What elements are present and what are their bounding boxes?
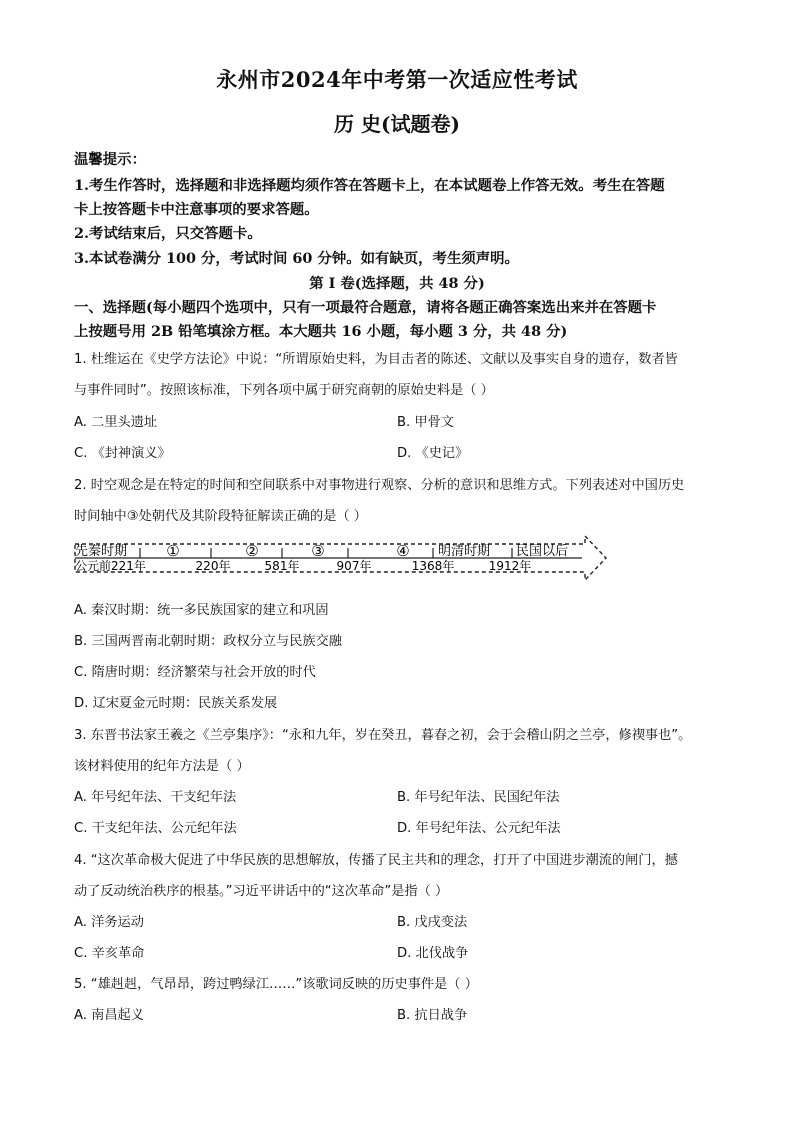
- exam-subtitle: 历 史(试题卷): [334, 112, 460, 136]
- tips-heading: 温馨提示：: [74, 151, 146, 168]
- q3-option-a: A. 年号纪年法、干支纪年法: [74, 790, 237, 805]
- q2-option-a: A. 秦汉时期：统一多民族国家的建立和巩固: [74, 603, 329, 618]
- history-timeline: [70, 530, 610, 586]
- q3-stem-line-2: 该材料使用的纪年方法是（ ）: [74, 759, 250, 774]
- q2-option-b: B. 三国两晋南北朝时期：政权分立与民族交融: [74, 634, 342, 649]
- timeline-label-xianqin: 先秦时期: [75, 544, 128, 559]
- q2-option-d: D. 辽宋夏金元时期：民族关系发展: [74, 696, 278, 711]
- tips-line-3: 3.本试卷满分 100 分，考试时间 60 分钟。如有缺页，考生须声明。: [74, 250, 519, 267]
- q2-option-c: C. 隋唐时期：经济繁荣与社会开放的时代: [74, 665, 316, 680]
- q4-option-b: B. 戊戌变法: [397, 915, 468, 930]
- timeline-year-907: 907年: [336, 559, 372, 573]
- q1-stem-line-2: 与事件同时”。按照该标准，下列各项中属于研究商朝的原始史料是（ ）: [74, 383, 494, 398]
- q3-stem-line-1: 3. 东晋书法家王羲之《兰亭集序》：“永和九年，岁在癸丑，暮春之初，会于会稽山阴之兰亭，修禊事也”。: [74, 728, 692, 743]
- q1-option-a: A. 二里头遗址: [74, 415, 158, 430]
- timeline-year-581: 581年: [264, 559, 300, 573]
- timeline-label-2: ②: [245, 542, 259, 560]
- q2-stem-line-1: 2. 时空观念是在特定的时间和空间联系中对事物进行观察、分析的意识和思维方式。下列表述对中国历史: [74, 478, 685, 493]
- q1-option-c: C. 《封神演义》: [74, 446, 171, 461]
- q1-stem-line-1: 1. 杜维运在《史学方法论》中说：“所谓原始史料，为目击者的陈述、文献以及事实自身的遗存，数者皆: [74, 352, 678, 367]
- section-line-2: 上按题号用 2B 铅笔填涂方框。本大题共 16 小题，每小题 3 分，共 48 分): [74, 323, 568, 340]
- part-title: 第 I 卷(选择题，共 48 分): [309, 275, 485, 292]
- q3-option-c: C. 干支纪年法、公元纪年法: [74, 821, 237, 836]
- timeline-label-mingqing: 明清时期: [438, 544, 491, 559]
- q4-stem-line-1: 4. “这次革命极大促进了中华民族的思想解放，传播了民主共和的理念，打开了中国进步潮流的闸门，撼: [74, 853, 678, 868]
- section-line-1: 一、选择题(每小题四个选项中，只有一项最符合题意，请将各题正确答案选出来并在答题卡: [74, 299, 657, 316]
- timeline-year-1368: 1368年: [411, 559, 455, 573]
- q3-option-d: D. 年号纪年法、公元纪年法: [397, 821, 561, 836]
- q4-stem-line-2: 动了反动统治秩序的根基。”习近平讲话中的“这次革命”是指（ ）: [74, 884, 449, 899]
- q4-option-d: D. 北伐战争: [397, 946, 469, 961]
- q1-option-d: D. 《史记》: [397, 446, 469, 461]
- q5-option-a: A. 南昌起义: [74, 1008, 144, 1023]
- timeline-year-221bc: 公元前221年: [75, 559, 146, 573]
- tips-line-2: 2.考试结束后，只交答题卡。: [74, 225, 262, 242]
- q3-option-b: B. 年号纪年法、民国纪年法: [397, 790, 560, 805]
- exam-title: 永州市2024年中考第一次适应性考试: [216, 67, 578, 92]
- q4-option-c: C. 辛亥革命: [74, 946, 145, 961]
- timeline-label-minguo: 民国以后: [516, 544, 569, 559]
- timeline-label-3: ③: [311, 542, 325, 560]
- timeline-year-1912: 1912年: [488, 559, 532, 573]
- q5-option-b: B. 抗日战争: [397, 1008, 468, 1023]
- q4-option-a: A. 洋务运动: [74, 915, 144, 930]
- timeline-label-1: ①: [166, 542, 180, 560]
- tips-line-1a: 1.考生作答时，选择题和非选择题均须作答在答题卡上，在本试题卷上作答无效。考生在答题: [74, 177, 665, 194]
- timeline-year-220: 220年: [195, 559, 231, 573]
- q1-option-b: B. 甲骨文: [397, 415, 454, 430]
- timeline-label-4: ④: [396, 542, 410, 560]
- tips-line-1b: 卡上按答题卡中注意事项的要求答题。: [74, 201, 319, 218]
- q5-stem-line-1: 5. “雄赳赳，气昂昂，跨过鸭绿江……”该歌词反映的历史事件是（ ）: [74, 977, 478, 992]
- q2-stem-line-2: 时间轴中③处朝代及其阶段特征解读正确的是（ ）: [74, 509, 367, 524]
